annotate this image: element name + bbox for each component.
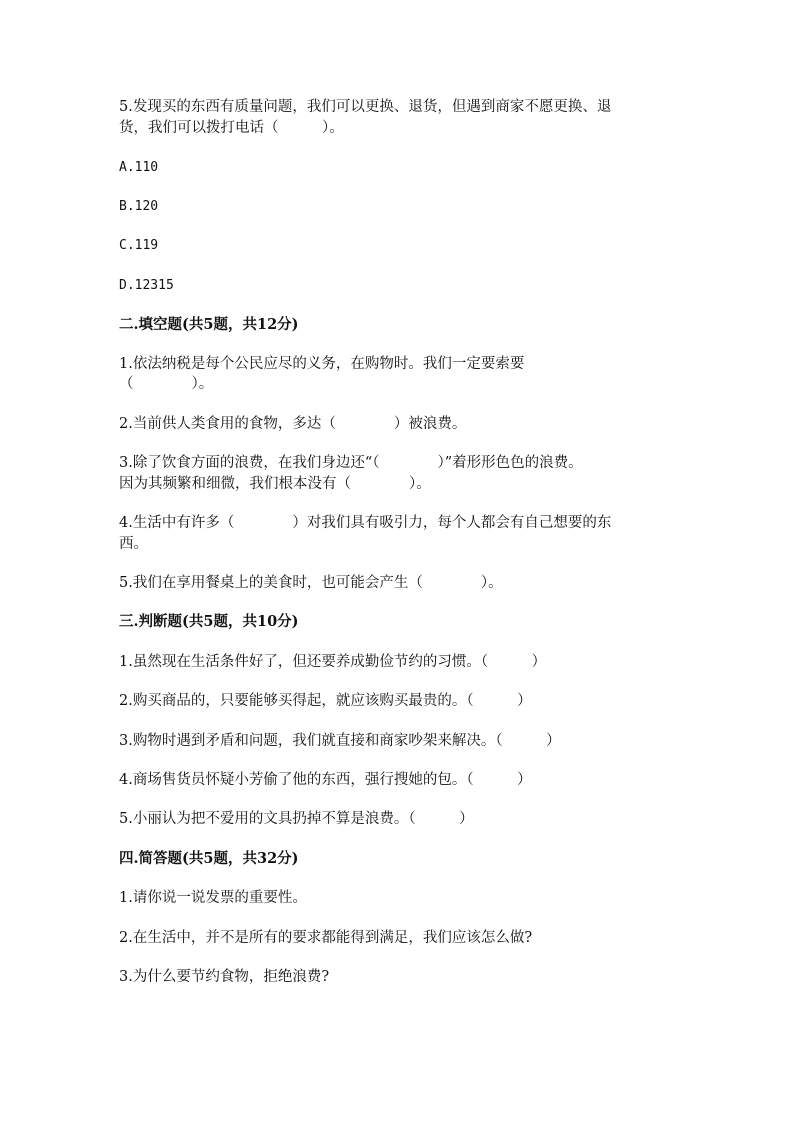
short-question-1: 1.请你说一说发票的重要性。 [119,890,307,906]
choice-question-5-line2: 货，我们可以拨打电话（ ）。 [119,120,344,136]
fill-question-2: 2.当前供人类食用的食物，多达（ ）被浪费。 [119,416,467,432]
judge-question-2: 2.购买商品的，只要能够买得起，就应该购买最贵的。（ ） [119,693,532,709]
judge-question-5: 5.小丽认为把不爱用的文具扔掉不算是浪费。（ ） [119,811,474,827]
fill-question-1-line2: （ ）。 [119,376,214,392]
option-a: A.110 [119,160,159,175]
short-question-2: 2.在生活中，并不是所有的要求都能得到满足，我们应该怎么做? [119,930,533,946]
fill-question-3-line2: 因为其频繁和细微，我们根本没有（ ）。 [119,476,431,492]
fill-question-3-line1: 3.除了饮食方面的浪费，在我们身边还“（ ）”着形形色色的浪费。 [119,455,583,471]
fill-question-4-line2: 西。 [119,536,148,552]
section-heading-fill-in: 二.填空题(共5题，共12分) [119,316,299,333]
section-heading-short-answer: 四.简答题(共5题，共32分) [119,850,299,867]
short-question-3: 3.为什么要节约食物，拒绝浪费? [119,969,330,985]
fill-question-5: 5.我们在享用餐桌上的美食时，也可能会产生（ ）。 [119,575,503,591]
fill-question-4-line1: 4.生活中有许多（ ）对我们具有吸引力，每个人都会有自己想要的东 [119,515,612,531]
judge-question-4: 4.商场售货员怀疑小芳偷了他的东西，强行搜她的包。（ ） [119,772,532,788]
fill-question-1-line1: 1.依法纳税是每个公民应尽的义务，在购物时。我们一定要索要 [119,356,525,372]
choice-question-5-line1: 5.发现买的东西有质量问题，我们可以更换、退货，但遇到商家不愿更换、退 [119,99,612,115]
section-heading-judgment: 三.判断题(共5题，共10分) [119,613,299,630]
option-c: C.119 [119,238,159,253]
judge-question-1: 1.虽然现在生活条件好了，但还要养成勤俭节约的习惯。（ ） [119,654,547,670]
option-b: B.120 [119,199,159,214]
judge-question-3: 3.购物时遇到矛盾和问题，我们就直接和商家吵架来解决。（ ） [119,733,561,749]
option-d: D.12315 [119,278,174,293]
